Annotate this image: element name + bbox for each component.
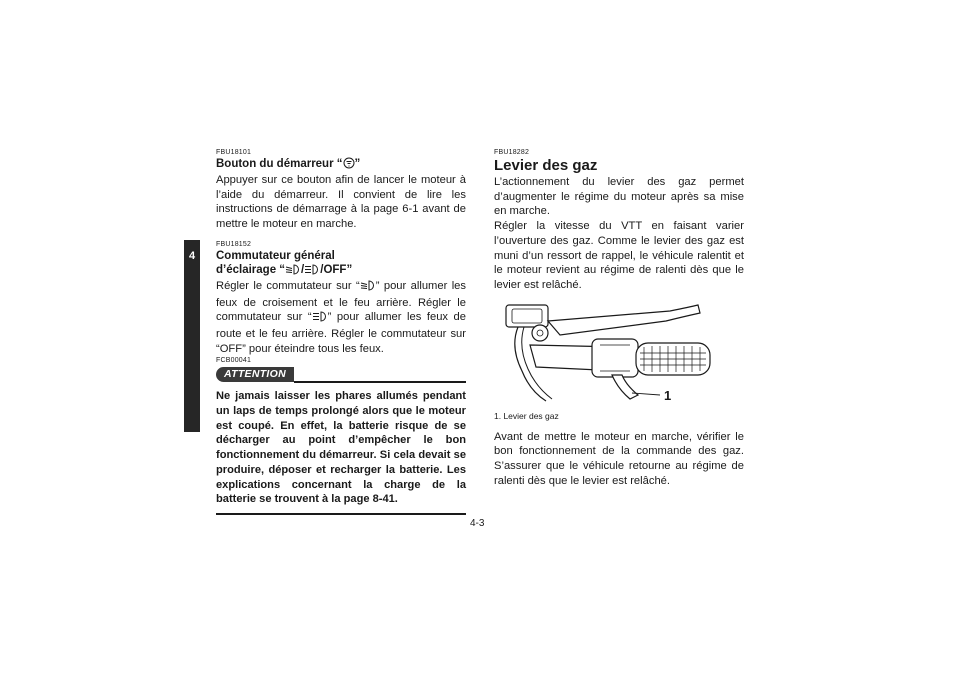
page-number: 4-3 <box>470 518 485 529</box>
warning-text: Ne jamais laisser les phares allumés pendant un laps de temps prolongé alors que le moteur est coupé. En effet, la batterie risque de se décharger au point d’empêcher le bon fonctionnement du démarreur. Si cela devait se produire, déposer et recharger la batterie. Les explications concernant la charge de la batterie se trouvent à la page 8-41. <box>216 390 466 506</box>
title-text: Bouton du démarreur “ <box>216 158 343 170</box>
callout-1: 1 <box>664 387 672 403</box>
throttle-paragraph-3: Avant de mettre le moteur en marche, vérifier le bon fonctionnement de la commande des gaz. S’assurer que le véhicule retourne au régime de ralenti dès que le levier est relâché. <box>494 430 744 487</box>
section-code: FBU18101 <box>216 149 252 156</box>
section-title-throttle: Levier des gaz <box>494 157 598 174</box>
section-title-light-line1: Commutateur général <box>216 249 335 262</box>
title-text: d’éclairage “ <box>216 263 286 276</box>
attention-rule <box>294 381 466 383</box>
handlebar-drawing <box>500 301 720 405</box>
section-title-starter <box>216 157 466 173</box>
low-beam-icon <box>360 280 376 296</box>
attention-header <box>216 367 466 383</box>
left-column <box>216 148 466 515</box>
right-column <box>494 148 744 488</box>
attention-badge: ATTENTION <box>216 367 294 382</box>
section-title-light-line2 <box>216 263 466 279</box>
section-code: FBU18282 <box>494 149 530 156</box>
throttle-paragraph-2: Régler la vitesse du VTT en faisant varier l’ouverture des gaz. Comme le levier des gaz est muni d’un ressort de rappel, le véhicule ralentit et le moteur revient au régime de ralenti dès que le levier est relâché. <box>494 220 744 291</box>
section-code: FBU18152 <box>216 240 252 248</box>
text: ” pour allumer les feux de croisement et le feu arrière. Régler le commutateur sur “ <box>216 279 466 324</box>
starter-paragraph: Appuyer sur ce bouton afin de lancer le moteur à l’aide du démarreur. Il convient de lire les instructions de démarrage à la page 6-1 avant de mettre le moteur en marche. <box>216 174 466 231</box>
warning-end-rule <box>216 513 466 515</box>
figure-caption: 1. Levier des gaz <box>494 410 559 421</box>
warning-code: FCB00041 <box>216 357 252 365</box>
throttle-paragraph-1: L’actionnement du levier des gaz permet d’augmenter le régime du moteur après sa mise en marche. <box>494 176 744 218</box>
chapter-tab <box>184 240 200 432</box>
high-beam-icon <box>304 264 320 279</box>
title-separator: / <box>301 263 305 276</box>
starter-icon <box>343 157 355 173</box>
low-beam-icon <box>285 264 301 279</box>
text: ” pour allumer les feux de route et le feu arrière. Régler le commutateur sur “OFF” pour éteindre tous les feux. <box>216 311 466 355</box>
title-text-end: /OFF” <box>320 263 353 276</box>
throttle-lever-illustration <box>500 301 720 405</box>
chapter-number: 4 <box>188 250 196 262</box>
text: Régler le commutateur sur “ <box>216 279 360 292</box>
high-beam-icon <box>312 311 328 327</box>
light-switch-paragraph <box>216 279 466 357</box>
title-text-end: ” <box>354 158 361 170</box>
